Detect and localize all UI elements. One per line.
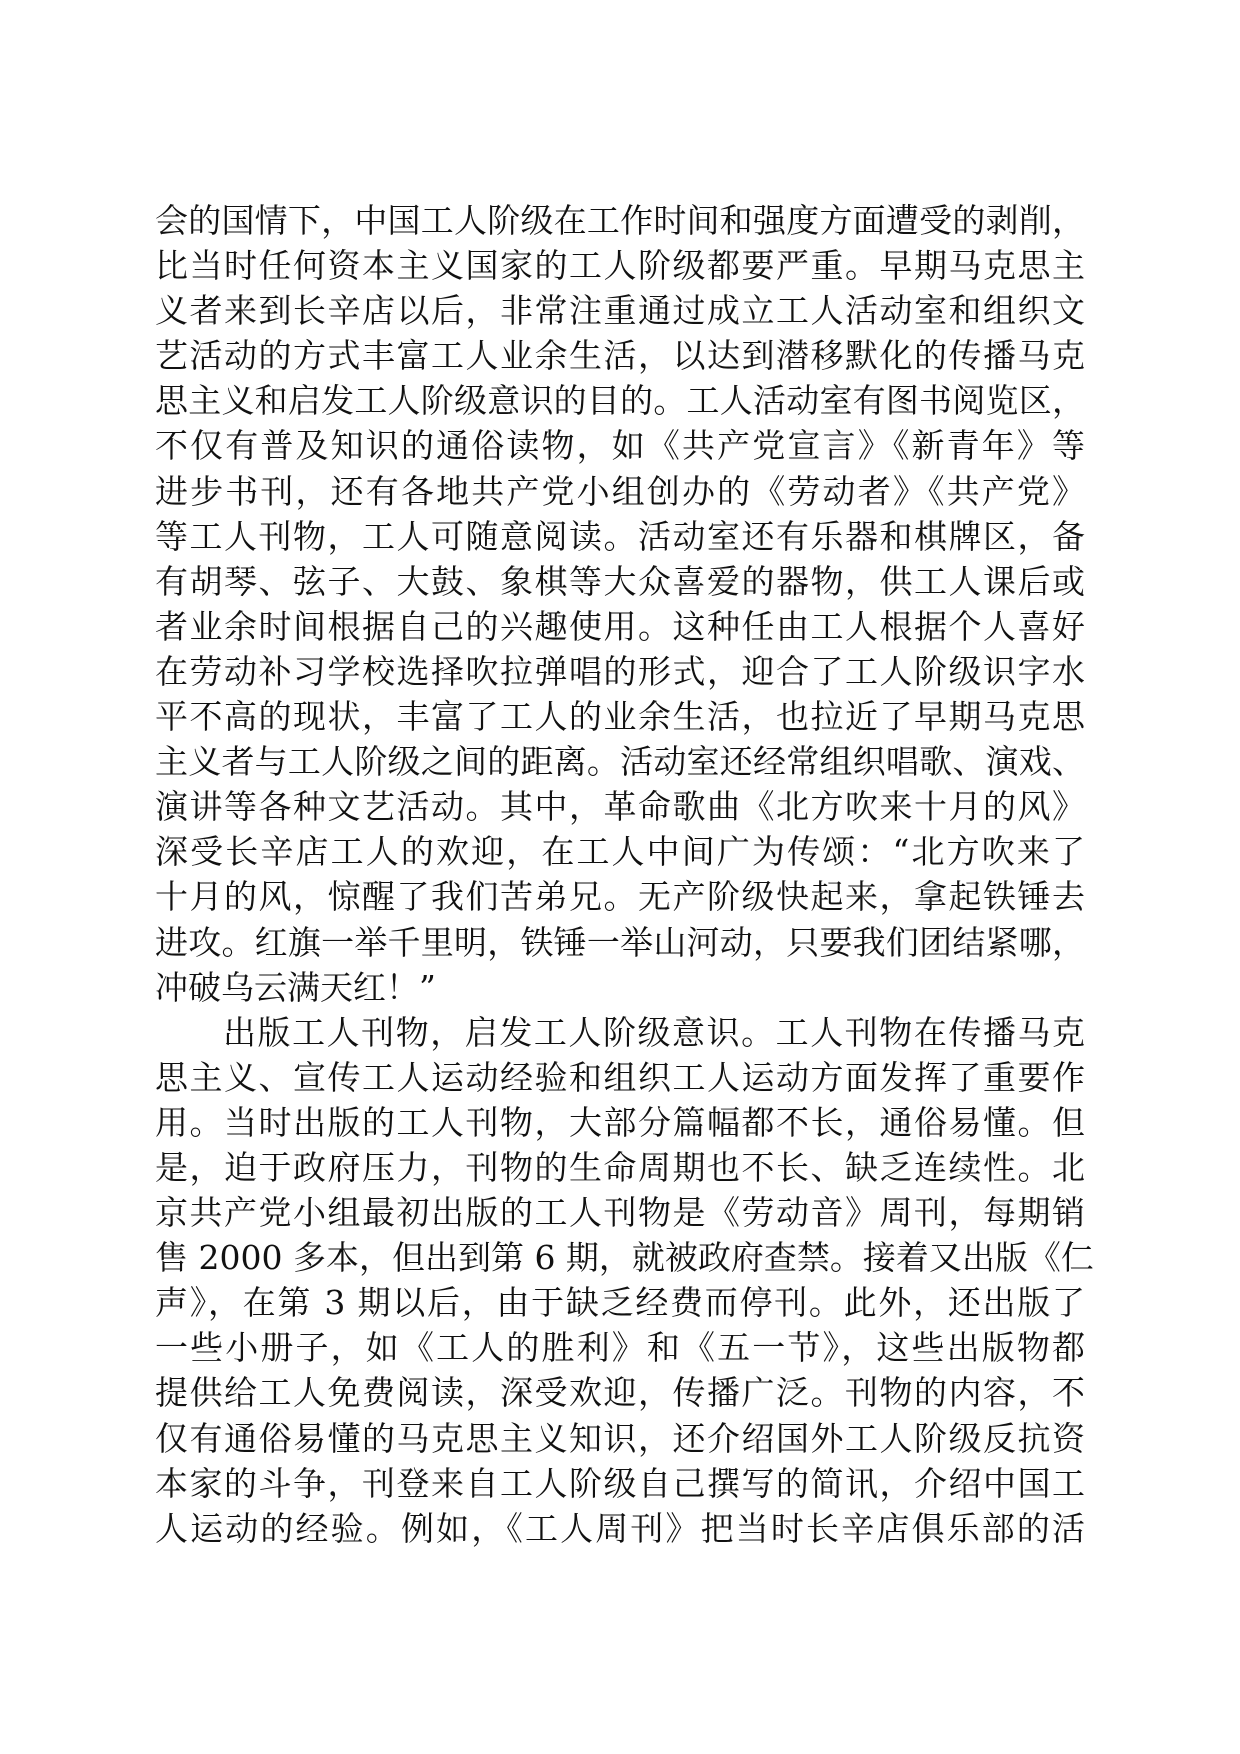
text-line: 会的国情下，中国工人阶级在工作时间和强度方面遭受的剥削， [155,201,1085,240]
text-line: 者业余时间根据自己的兴趣使用。这种任由工人根据个人喜好 [155,606,1085,646]
text-line: 本家的斗争，刊登来自工人阶级自己撰写的简讯，介绍中国工 [155,1463,1085,1503]
text-line: 思主义和启发工人阶级意识的目的。工人活动室有图书阅览区， [155,381,1085,421]
text-line: 主义者与工人阶级之间的距离。活动室还经常组织唱歌、演戏、 [155,742,1085,782]
text-line: 演讲等各种文艺活动。其中，革命歌曲《北方吹来十月的风》 [155,787,1085,827]
text-line: 声》，在第 3 期以后，由于缺乏经费而停刊。此外，还出版了 [155,1283,1085,1323]
text-line: 用。当时出版的工人刊物，大部分篇幅都不长，通俗易懂。但 [155,1102,1085,1142]
text-line: 比当时任何资本主义国家的工人阶级都要严重。早期马克思主 [155,246,1085,286]
text-line: 有胡琴、弦子、大鼓、象棋等大众喜爱的器物，供工人课后或 [155,561,1085,601]
paragraph-end-line: 冲破乌云满天红！” [155,967,436,1007]
text-line: 仅有通俗易懂的马克思主义知识，还介绍国外工人阶级反抗资 [155,1418,1085,1458]
paragraph-start-line: 出版工人刊物，启发工人阶级意识。工人刊物在传播马克 [223,1012,1085,1052]
text-line: 义者来到长辛店以后，非常注重通过成立工人活动室和组织文 [155,291,1085,331]
text-line: 一些小册子，如《工人的胜利》和《五一节》，这些出版物都 [155,1328,1085,1368]
text-line: 人运动的经验。例如，《工人周刊》把当时长辛店俱乐部的活 [155,1508,1085,1548]
text-line: 售 2000 多本，但出到第 6 期，就被政府查禁。接着又出版《仁 [155,1238,1094,1278]
text-line: 在劳动补习学校选择吹拉弹唱的形式，迎合了工人阶级识字水 [155,651,1085,691]
text-line: 十月的风，惊醒了我们苦弟兄。无产阶级快起来，拿起铁锤去 [155,877,1085,917]
text-line: 不仅有普及知识的通俗读物，如《共产党宣言》《新青年》等 [155,426,1085,466]
text-line: 深受长辛店工人的欢迎，在工人中间广为传颂：“北方吹来了 [155,832,1085,872]
body-text [155,198,1094,1551]
text-line: 是，迫于政府压力，刊物的生命周期也不长、缺乏连续性。北 [155,1147,1085,1187]
text-line: 进步书刊，还有各地共产党小组创办的《劳动者》《共产党》 [155,471,1085,511]
text-line: 思主义、宣传工人运动经验和组织工人运动方面发挥了重要作 [155,1057,1085,1097]
text-line: 京共产党小组最初出版的工人刊物是《劳动音》周刊，每期销 [155,1193,1085,1233]
text-line: 平不高的现状，丰富了工人的业余生活，也拉近了早期马克思 [155,697,1085,737]
text-line: 进攻。红旗一举千里明，铁锤一举山河动，只要我们团结紧哪， [155,922,1085,962]
text-line: 提供给工人免费阅读，深受欢迎，传播广泛。刊物的内容，不 [155,1373,1085,1413]
text-line: 等工人刊物，工人可随意阅读。活动室还有乐器和棋牌区，备 [155,516,1085,556]
text-line: 艺活动的方式丰富工人业余生活，以达到潜移默化的传播马克 [155,336,1085,376]
